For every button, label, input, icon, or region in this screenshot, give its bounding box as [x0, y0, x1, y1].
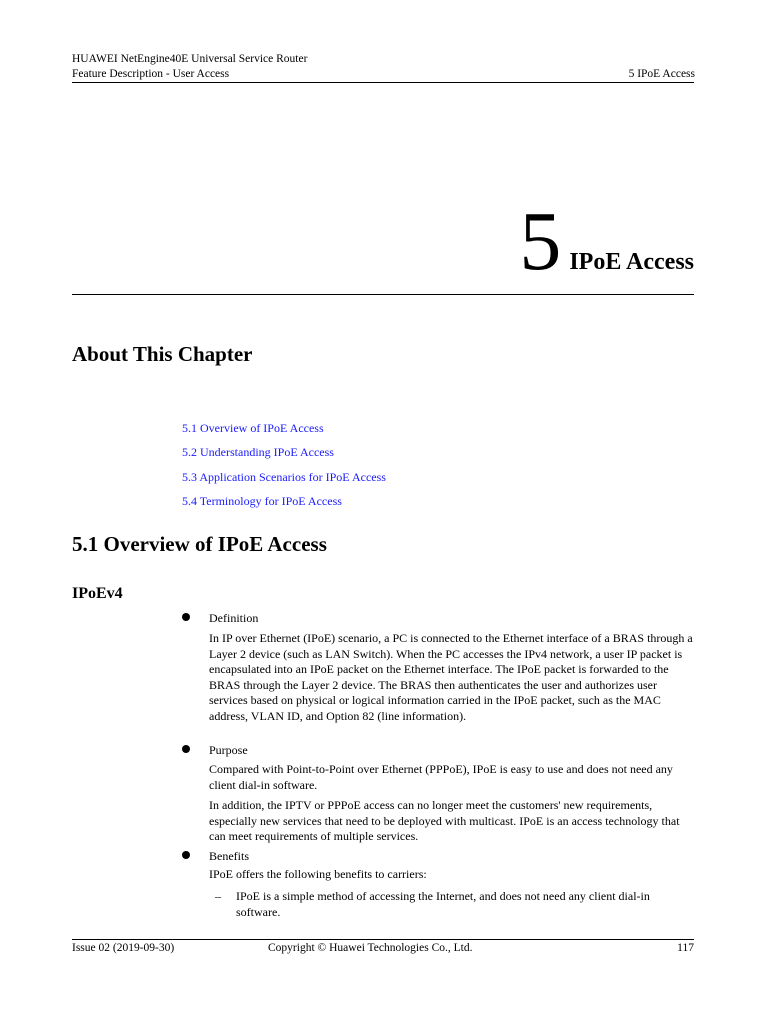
header-rule — [72, 82, 694, 83]
about-heading: About This Chapter — [72, 342, 253, 366]
footer-copyright: Copyright © Huawei Technologies Co., Ltd. — [268, 942, 473, 954]
toc-link-5-4[interactable]: 5.4 Terminology for IPoE Access — [182, 494, 342, 508]
purpose-text-1: Compared with Point-to-Point over Ethernet (PPPoE), IPoE is easy to use and does not need any client dial-in software. — [209, 762, 673, 792]
chapter-title-block — [519, 195, 694, 288]
definition-text: In IP over Ethernet (IPoE) scenario, a PC is connected to the Ethernet interface of a BRAS through a Layer 2 device (such as LAN Switch). When the PC accesses the IPv4 network, a user IP packet is encapsulated into an IPoE packet on the Ethernet interface. The IPoE packet is forwarded to the BRAS through the Layer 2 device. The BRAS then authenticates the user and authorizes user services based on physical or logical information carried in the IPoE packet, such as the MAC address, VLAN ID, and Option 82 (line information). — [209, 631, 693, 723]
bullet-dot — [182, 745, 190, 753]
footer-issue: Issue 02 (2019-09-30) — [72, 942, 175, 954]
chapter-rule — [72, 294, 694, 295]
header-doc-title: Feature Description - User Access — [72, 68, 230, 80]
benefits-item-1: IPoE is a simple method of accessing the Internet, and does not need any client dial-in software. — [236, 889, 650, 919]
footer-rule — [72, 939, 694, 940]
definition-label: Definition — [209, 611, 259, 625]
toc-link-5-1[interactable]: 5.1 Overview of IPoE Access — [182, 421, 324, 435]
subsection-heading: IPoEv4 — [72, 585, 123, 602]
benefits-text: IPoE offers the following benefits to carriers: — [209, 867, 427, 881]
bullet-dot — [182, 613, 190, 621]
section-heading: 5.1 Overview of IPoE Access — [72, 532, 327, 556]
purpose-text-2: In addition, the IPTV or PPPoE access can no longer meet the customers' new requirements, especially new services that need to be deployed with multicast. IPoE is an access technology that can meet requirements of multiple services. — [209, 798, 680, 844]
chapter-number: 5 — [519, 195, 562, 288]
footer-page-number: 117 — [677, 942, 694, 954]
toc-link-5-2[interactable]: 5.2 Understanding IPoE Access — [182, 445, 334, 459]
bullet-dot — [182, 851, 190, 859]
chapter-title: IPoE Access — [569, 249, 694, 275]
header-section: 5 IPoE Access — [628, 68, 695, 80]
toc-link-5-3[interactable]: 5.3 Application Scenarios for IPoE Access — [182, 470, 386, 484]
purpose-label: Purpose — [209, 743, 248, 757]
benefits-label: Benefits — [209, 849, 249, 863]
list-dash: – — [215, 889, 221, 903]
header-product: HUAWEI NetEngine40E Universal Service Router — [72, 53, 308, 65]
